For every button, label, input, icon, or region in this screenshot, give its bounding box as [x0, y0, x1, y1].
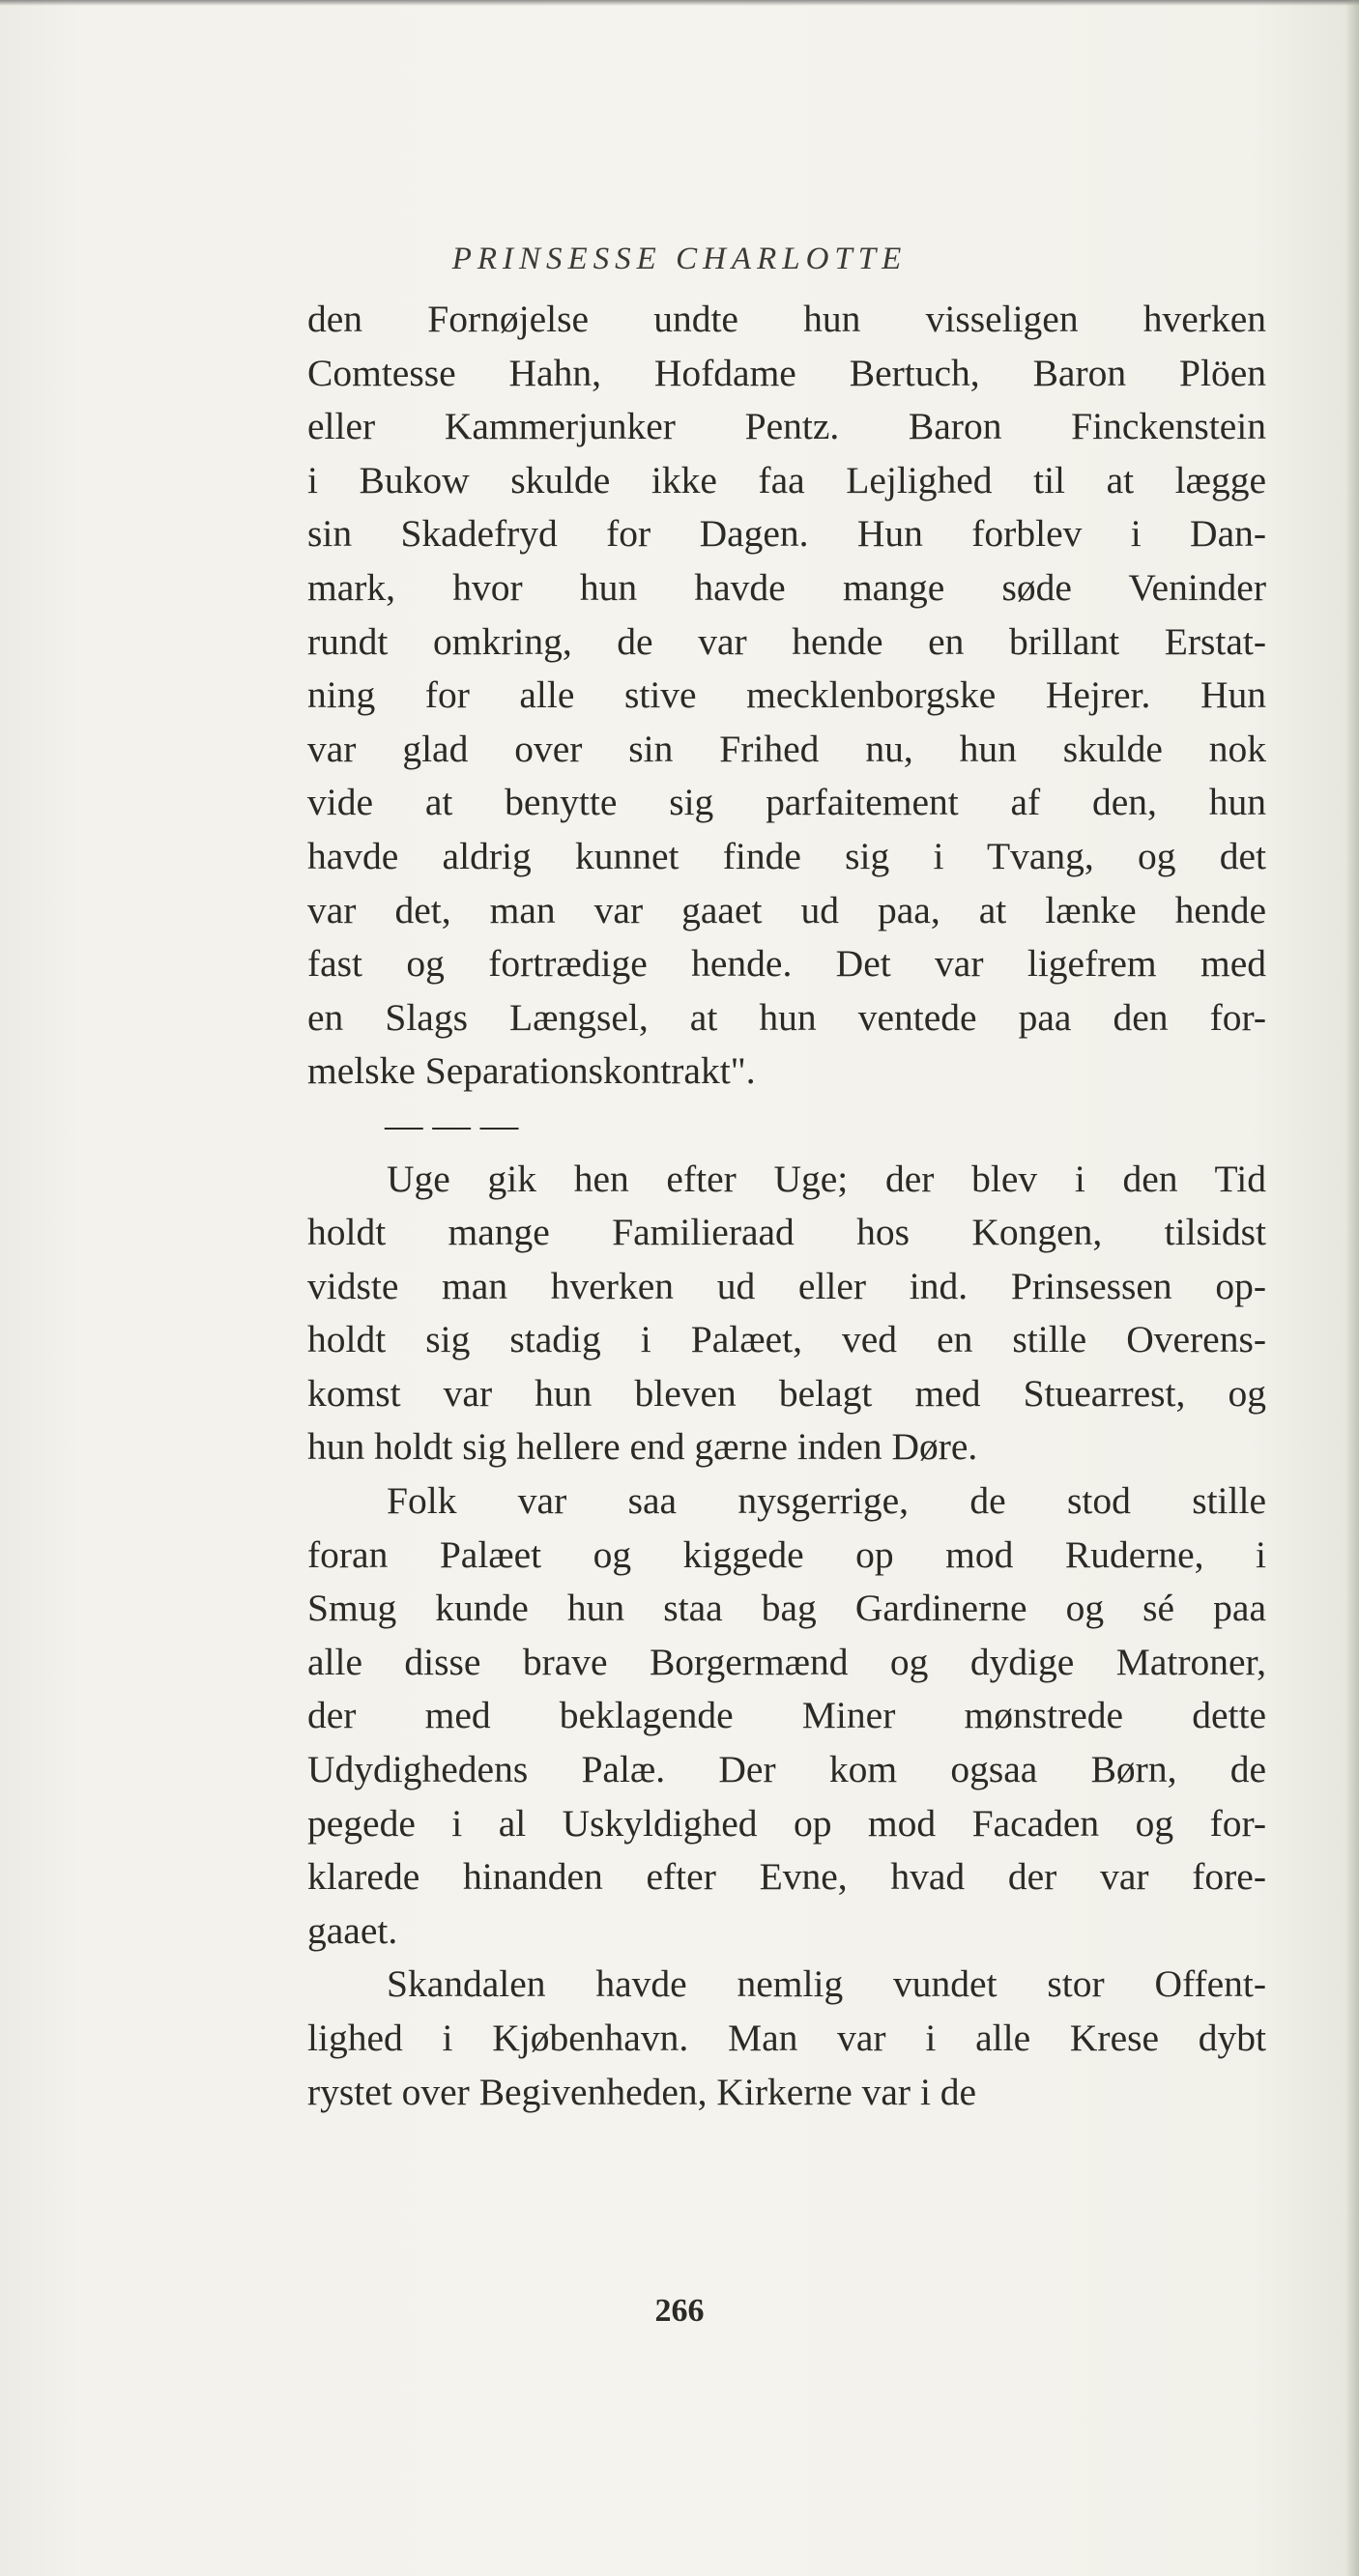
text-line: ning for alle stive mecklenborgske Hejrer. Hun	[307, 673, 1266, 717]
text-line: rystet over Begivenheden, Kirkerne var i de	[307, 2070, 977, 2113]
text-line: alle disse brave Borgermænd og dydige Matroner,	[307, 1640, 1266, 1683]
text-line: mark, hvor hun havde mange søde Veninder	[307, 565, 1266, 609]
text-line: der med beklagende Miner mønstrede dette	[307, 1694, 1266, 1737]
text-line: en Slags Længsel, at hun ventede paa den for-	[307, 995, 1266, 1039]
text-line: gaaet.	[307, 1908, 398, 1952]
text-line: Uge gik hen efter Uge; der blev i den Tid	[387, 1157, 1266, 1200]
text-line: Smug kunde hun staa bag Gardinerne og sé paa	[307, 1587, 1266, 1630]
paragraph-1	[307, 293, 1266, 1099]
text-line: havde aldrig kunnet finde sig i Tvang, og det	[307, 834, 1266, 877]
text-line: vidste man hverken ud eller ind. Prinsessen op-	[307, 1264, 1266, 1307]
text-line: vide at benytte sig parfaitement af den, hun	[307, 781, 1266, 824]
text-line: sin Skadefryd for Dagen. Hun forblev i Dan-	[307, 512, 1266, 556]
text-line: fast og fortrædige hende. Det var ligefrem med	[307, 942, 1266, 986]
text-line: foran Palæet og kiggede op mod Ruderne, i	[307, 1532, 1266, 1576]
section-separator	[307, 1099, 1266, 1153]
text-line: var det, man var gaaet ud paa, at lænke hende	[307, 888, 1266, 931]
text-line: var glad over sin Frihed nu, hun skulde nok	[307, 727, 1266, 770]
separator-dashes: — — —	[385, 1102, 519, 1146]
text-line: i Bukow skulde ikke faa Lejlighed til at lægge	[307, 458, 1266, 501]
text-line: klarede hinanden efter Evne, hvad der var fore-	[307, 1855, 1266, 1899]
page-number: 266	[654, 2293, 705, 2329]
scan-right-edge	[1345, 0, 1359, 2576]
paragraph-4	[307, 1958, 1266, 2119]
text-line: Skandalen havde nemlig vundet stor Offent-	[387, 1962, 1266, 2006]
text-line: holdt sig stadig i Palæet, ved en stille Overens-	[307, 1318, 1266, 1361]
text-line: pegede i al Uskyldighed op mod Facaden og for-	[307, 1801, 1266, 1845]
text-line: rundt omkring, de var hende en brillant Erstat-	[307, 619, 1266, 663]
scan-top-edge	[0, 0, 1359, 6]
text-line: holdt mange Familieraad hos Kongen, tilsidst	[307, 1211, 1266, 1254]
text-line: lighed i Kjøbenhavn. Man var i alle Krese dybt	[307, 2017, 1266, 2059]
text-line: Udydighedens Palæ. Der kom ogsaa Børn, de	[307, 1748, 1266, 1791]
paragraph-2	[307, 1153, 1266, 1475]
text-line: Folk var saa nysgerrige, de stod stille	[387, 1479, 1266, 1523]
text-line: melske Separationskontrakt".	[307, 1049, 756, 1093]
text-line: den Fornøjelse undte hun visseligen hverken	[307, 298, 1266, 340]
paragraph-3	[307, 1474, 1266, 1958]
text-line: hun holdt sig hellere end gærne inden Døre.	[307, 1425, 978, 1469]
text-line: eller Kammerjunker Pentz. Baron Finckenstein	[307, 405, 1266, 448]
running-head: PRINSESSE CHARLOTTE	[451, 242, 908, 276]
text-line: komst var hun bleven belagt med Stuearrest, og	[307, 1371, 1266, 1415]
text-line: Comtesse Hahn, Hofdame Bertuch, Baron Plöen	[307, 351, 1266, 394]
body-text	[307, 293, 1266, 2119]
